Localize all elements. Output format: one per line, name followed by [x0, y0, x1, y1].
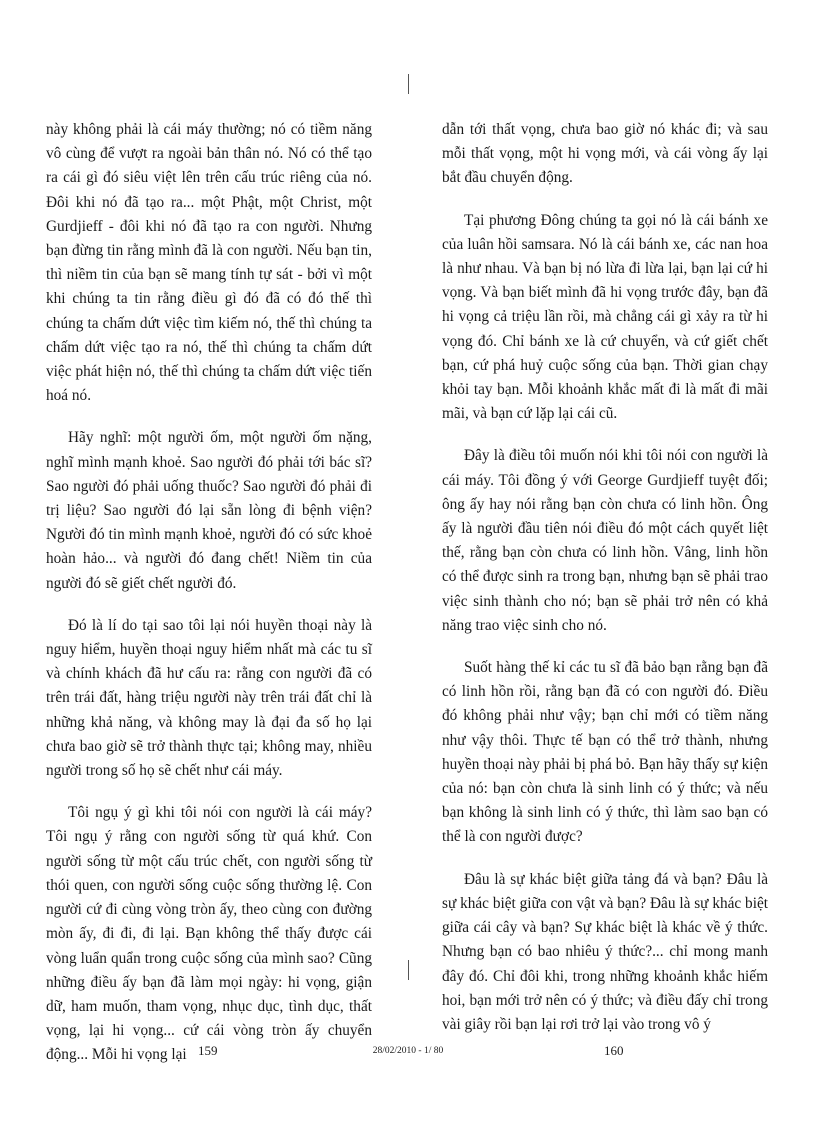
left-page-text	[46, 118, 372, 1086]
crop-mark-bottom	[408, 960, 409, 980]
paragraph: dẫn tới thất vọng, chưa bao giờ nó khác đi; và sau mỗi thất vọng, một hi vọng mới, và cái vòng ấy lại bắt đầu chuyển động.	[442, 121, 768, 187]
paragraph: Đâu là sự khác biệt giữa tảng đá và bạn? Đâu là sự khác biệt giữa con vật và bạn? Đâu là sự khác biệt giữa cái cây và bạn? Sự khác biệt là khác về ý thức. Nhưng bạn có bao nhiêu ý thức?... chỉ mong manh đây đó. Chỉ đôi khi, trong những khoảnh khắc hiếm hoi, bạn mới trở nên có ý thức; và điều đấy chỉ trong vài giây rồi bạn lại rơi trở lại vào trong vô ý	[442, 870, 768, 1033]
paragraph: Đây là điều tôi muốn nói khi tôi nói con người là cái máy. Tôi đồng ý với George Gurdjieff tuyệt đối; ông ấy hay nói rằng bạn còn chưa có linh hồn. Ông ấy là người đầu tiên nói điều đó một cách quyết liệt thế, rằng bạn còn chưa có linh hồn. Vâng, linh hồn có thể được sinh ra trong bạn, nhưng bạn sẽ phải trao việc sinh thành cho nó; bạn sẽ phải trở nên có khả năng trao việc sinh cho nó.	[442, 447, 768, 634]
paragraph: Tôi ngụ ý gì khi tôi nói con người là cái máy? Tôi ngụ ý rằng con người sống từ quá khứ. Con người sống từ một cấu trúc chết, con người sống từ thói quen, con người sống cuộc sống thường lệ. Con người cứ đi cùng vòng tròn ấy, theo cùng con đường mòn ấy, đi đi, đi lại. Bạn không thể thấy được cái vòng luẩn quẩn trong cuộc sống của mình sao? Cũng những điều ấy bạn đã làm mọi ngày: hi vọng, giận dữ, ham muốn, tham vọng, nhục dục, tình dục, thất vọng, lại hi vọng... cứ cái vòng tròn ấy chuyển động... Mỗi hi vọng lại	[46, 804, 372, 1064]
right-page-number: 160	[604, 1043, 624, 1058]
print-date-stamp: 28/02/2010 - 1/ 80	[372, 1046, 444, 1056]
right-page-text	[442, 118, 768, 1055]
paragraph: Tại phương Đông chúng ta gọi nó là cái bánh xe của luân hồi samsara. Nó là cái bánh xe, các nan hoa là như nhau. Và bạn bị nó lừa đi lừa lại, bạn lại cứ hi vọng. Và bạn biết mình đã hi vọng trước đây, bạn đã hi vọng cả triệu lần rồi, mà chẳng cái gì xảy ra từ hi vọng đó. Chỉ bánh xe là cứ chuyển, và cứ giết chết bạn, cứ phá huỷ cuộc sống của bạn. Thời gian chạy khỏi tay bạn. Mỗi khoảnh khắc mất đi là mất đi mãi mãi, và bạn cứ lặp lại cái cũ.	[442, 211, 768, 423]
paragraph: Hãy nghĩ: một người ốm, một người ốm nặng, nghĩ mình mạnh khoẻ. Sao người đó phải tới bác sĩ? Sao người đó phải uống thuốc? Sao người đó phải đi trị liệu? Sao người đó lại sẵn lòng đi bệnh viện? Người đó tin mình mạnh khoẻ, người đó có sức khoẻ hoàn hảo... và người đó đang chết! Niềm tin của người đó sẽ giết chết người đó.	[46, 429, 372, 592]
crop-mark-top	[408, 74, 409, 94]
left-page-number: 159	[198, 1043, 218, 1058]
paragraph: Suốt hàng thế kỉ các tu sĩ đã bảo bạn rằng bạn đã có linh hồn rồi, rằng bạn đã có con người đó. Điều đó không phải như vậy; bạn chỉ mới có tiềm năng như vậy thôi. Thực tế bạn có thể trở thành, nhưng huyền thoại này phải bị phá bỏ. Bạn hãy thấy sự kiện của nó: bạn còn chưa là sinh linh có ý thức; và nếu bạn không là sinh linh có ý thức, thì làm sao bạn có thể là con người được?	[442, 659, 768, 846]
paragraph: Đó là lí do tại sao tôi lại nói huyền thoại này là nguy hiểm, huyền thoại nguy hiểm nhất mà các tu sĩ và chính khách đã hư cấu ra: rằng con người đã có trên trái đất, hàng triệu người này trên trái đất chỉ là những khả năng, và không may là đại đa số họ lại chưa bao giờ sẽ trở thành thực tại; không may, nhiều người trong số họ sẽ chết như cái máy.	[46, 616, 372, 780]
paragraph: này không phải là cái máy thường; nó có tiềm năng vô cùng để vượt ra ngoài bản thân nó. Nó có thể tạo ra cái gì đó siêu việt lên trên cấu trúc riêng của nó. Đôi khi nó đã tạo ra... một Phật, một Christ, một Gurdjieff - đôi khi nó đã tạo ra con người. Nhưng bạn đừng tin rằng mình đã là con người. Nếu bạn tin, thì niềm tin của bạn sẽ mang tính tự sát - bởi vì một khi chúng ta tin rằng điều gì đó đã có đó thế thì chúng ta chấm dứt việc tìm kiếm nó, thế thì chúng ta chấm dứt việc tạo ra nó, thế thì chúng ta chấm dứt việc phát hiện nó, thế thì chúng ta chấm dứt việc tiến hoá nó.	[46, 121, 372, 405]
